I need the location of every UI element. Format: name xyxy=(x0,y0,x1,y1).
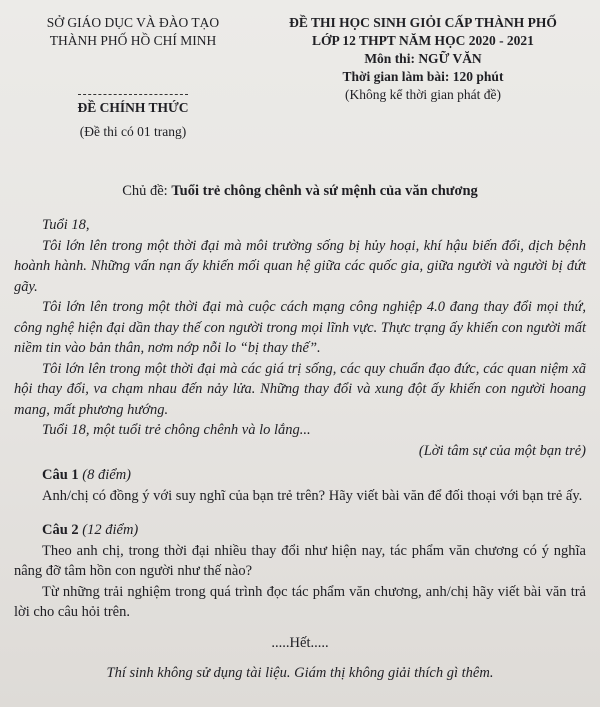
header-right xyxy=(258,14,588,104)
dashed-divider xyxy=(78,94,188,95)
question-2-heading xyxy=(14,520,586,541)
official-label: ĐỀ CHÍNH THỨC xyxy=(77,100,189,115)
exam-title: ĐỀ THI HỌC SINH GIỎI CẤP THÀNH PHỐ xyxy=(289,15,557,30)
passage-source: (Lời tâm sự của một bạn trẻ) xyxy=(418,442,586,459)
pages-note: (Đề thi có 01 trang) xyxy=(79,124,187,139)
header-left xyxy=(18,14,248,141)
question-2-points: (12 điểm) xyxy=(82,522,139,538)
topic-line xyxy=(0,183,600,200)
question-1-text: Anh/chị có đồng ý với suy nghĩ của bạn trẻ trên? Hãy viết bài văn để đối thoại với bạn trẻ ấy. xyxy=(42,487,583,504)
department-name: SỞ GIÁO DỤC VÀ ĐÀO TẠO xyxy=(46,15,220,30)
passage-paragraph-2: Tôi lớn lên trong một thời đại mà cuộc cách mạng công nghiệp 4.0 đang thay đổi mọi thứ, công nghệ hiện đại dần thay thế con người trong mọi lĩnh vực. Thực trạng ấy khiến con người mất niềm tin vào bản thân, nơm nớp nỗi lo “bị thay thế”. xyxy=(14,299,586,356)
city-name: THÀNH PHỐ HỒ CHÍ MINH xyxy=(49,33,217,48)
exam-subject: Môn thi: NGỮ VĂN xyxy=(364,51,482,66)
exam-body xyxy=(14,215,586,684)
exam-time-note: (Không kể thời gian phát đề) xyxy=(345,87,501,102)
topic-title: Tuổi trẻ chông chênh và sứ mệnh của văn chương xyxy=(171,183,478,199)
question-1-heading xyxy=(14,465,586,486)
passage-paragraph-3: Tôi lớn lên trong một thời đại mà các giá trị sống, các quy chuẩn đạo đức, các quan niệm xã hội thay đổi, va chạm nhau đến nảy lửa. Những thay đổi và xung đột ấy khiến con người hoang mang, mất phương hướng. xyxy=(14,360,586,418)
passage-paragraph-1: Tôi lớn lên trong một thời đại mà môi trường sống bị hủy hoại, khí hậu biến đổi, dịch bệnh hoành hành. Những vấn nạn ấy khiến mối quan hệ giữa các quốc gia, giữa người và người bị đứt gãy. xyxy=(14,237,586,295)
question-2-text-1: Theo anh chị, trong thời đại nhiều thay đổi như hiện nay, tác phẩm văn chương có ý nghĩa nâng đỡ tâm hồn con người như thế nào? xyxy=(14,542,586,579)
question-1-points: (8 điểm) xyxy=(82,467,132,483)
passage-closing: Tuổi 18, một tuổi trẻ chông chênh và lo lắng... xyxy=(42,422,311,438)
exam-time: Thời gian làm bài: 120 phút xyxy=(342,69,504,84)
exam-grade-year: LỚP 12 THPT NĂM HỌC 2020 - 2021 xyxy=(312,33,534,48)
passage-opening: Tuổi 18, xyxy=(42,217,90,233)
topic-label: Chủ đề: xyxy=(122,183,172,199)
question-1-label: Câu 1 xyxy=(42,467,83,483)
end-marker: .....Hết..... xyxy=(271,634,329,651)
question-2-text-2: Từ những trải nghiệm trong quá trình đọc tác phẩm văn chương, anh/chị hãy viết bài văn trả lời cho câu hỏi trên. xyxy=(14,583,586,620)
footer-note: Thí sinh không sử dụng tài liệu. Giám thị không giải thích gì thêm. xyxy=(106,665,494,681)
question-2-label: Câu 2 xyxy=(42,522,83,538)
